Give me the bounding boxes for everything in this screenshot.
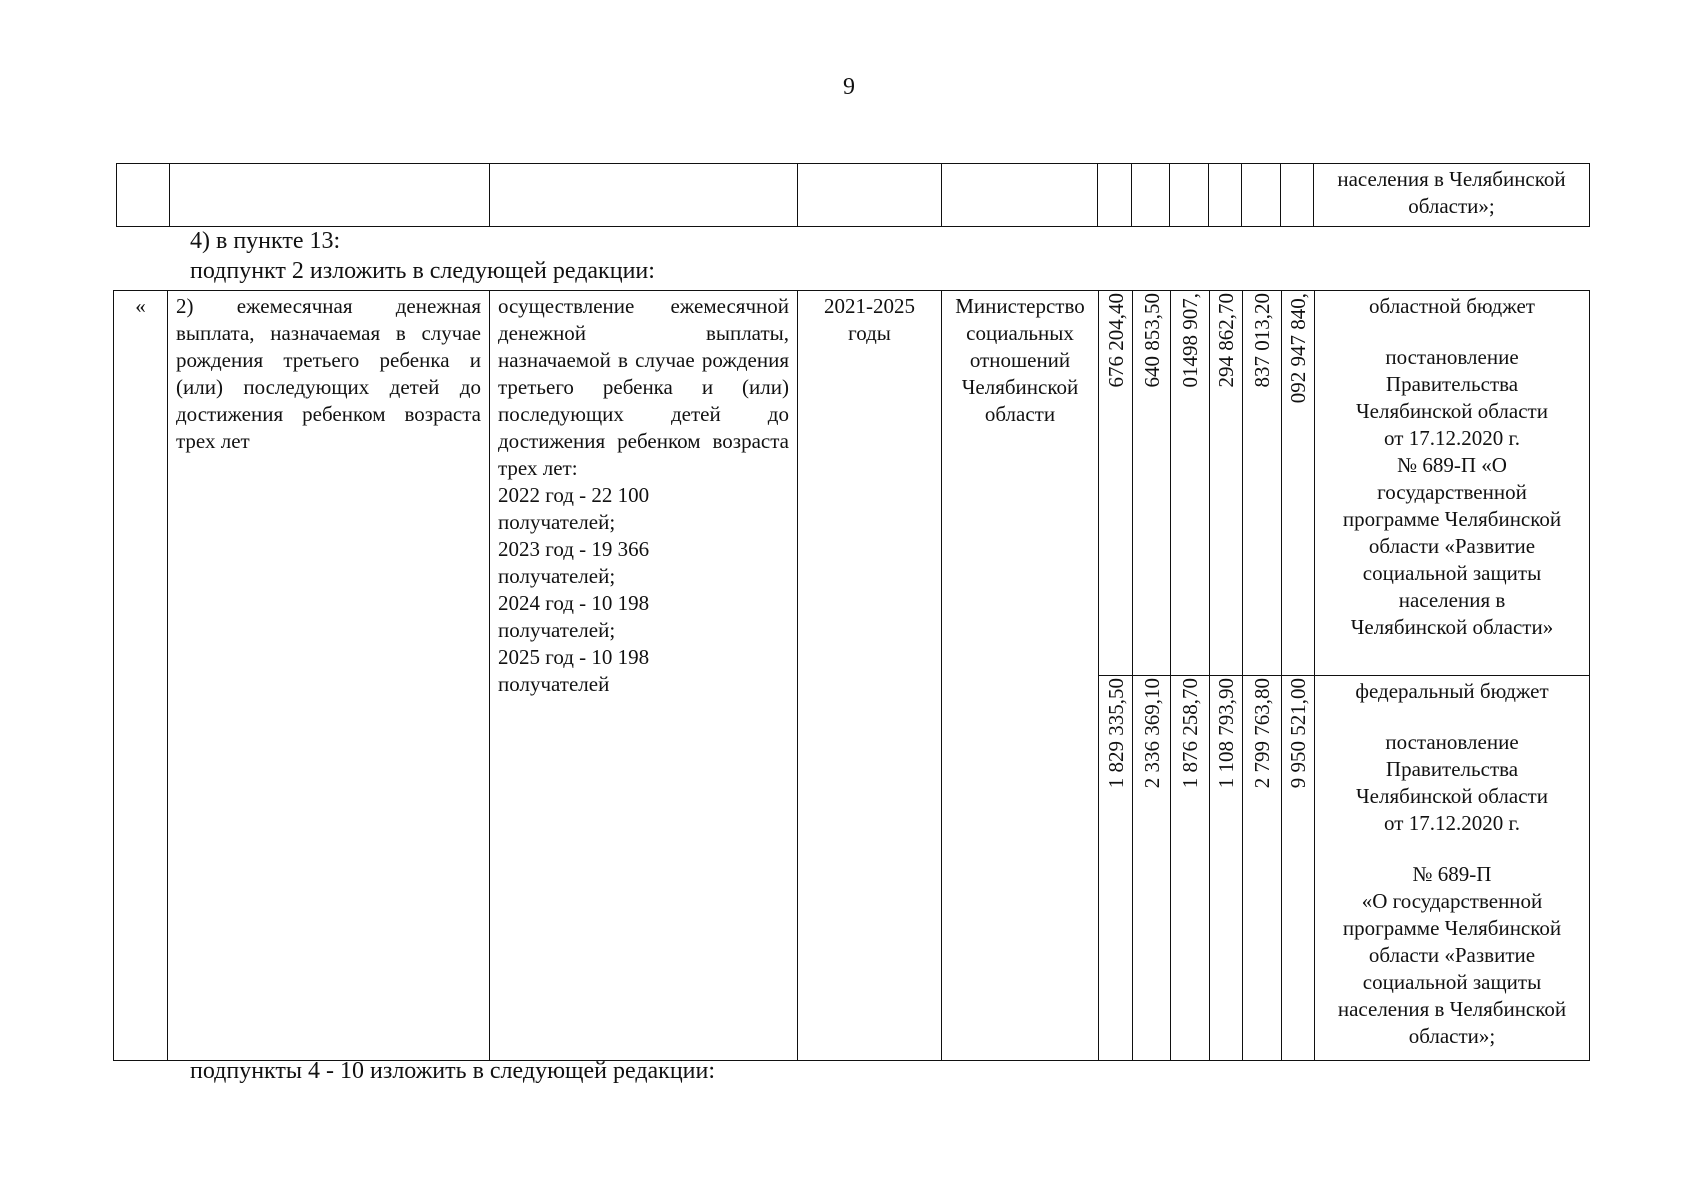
paragraph-subitems-4-10: подпункты 4 - 10 изложить в следующей редакции:: [190, 1058, 716, 1084]
cell: [798, 164, 942, 227]
regional-value: 01498 907,: [1178, 293, 1202, 388]
federal-value-cell: [1282, 676, 1315, 1061]
regional-value: 640 853,50: [1139, 293, 1164, 388]
regional-source-cell: [1315, 291, 1590, 676]
regional-source-title: областной бюджет: [1369, 294, 1535, 318]
paragraph-subitem-2: подпункт 2 изложить в следующей редакции:: [190, 258, 655, 284]
federal-value: 1 108 793,90: [1214, 678, 1238, 789]
page-number: 9: [843, 74, 855, 100]
regional-value: 092 947 840,: [1286, 293, 1310, 404]
regional-value-cell: [1099, 291, 1133, 676]
federal-value-cell: [1243, 676, 1282, 1061]
cell: [1132, 164, 1170, 227]
federal-source-title: федеральный бюджет: [1355, 679, 1549, 703]
top-table-source-cell: населения в Челябинской области»;: [1314, 164, 1590, 227]
cell: [1209, 164, 1242, 227]
period-cell: 2021-2025 годы: [798, 291, 942, 1061]
federal-value: 1 876 258,70: [1178, 678, 1202, 789]
cell: [1281, 164, 1314, 227]
cell: [490, 164, 798, 227]
regional-value-cell: [1133, 291, 1171, 676]
top-table-fragment: [116, 163, 1590, 227]
main-table: [113, 290, 1590, 1061]
regional-value-cell: [1171, 291, 1210, 676]
federal-value: 1 829 335,50: [1103, 678, 1128, 789]
cell: [1170, 164, 1209, 227]
federal-value-cell: [1171, 676, 1210, 1061]
federal-value: 2 336 369,10: [1139, 678, 1164, 789]
regional-value-cell: [1243, 291, 1282, 676]
measure-name-cell: 2) ежемесячная денежная выплата, назначаемая в случае рождения третьего ребенка и (или) последующих детей до достижения ребенком возраста трех лет: [168, 291, 490, 1061]
regional-value-cell: [1210, 291, 1243, 676]
cell: [170, 164, 490, 227]
federal-value-cell: [1133, 676, 1171, 1061]
quote-cell: «: [114, 291, 168, 1061]
recipients-text: 2022 год - 22 100 получателей; 2023 год - 19 366 получателей; 2024 год - 10 198 получателей; 2025 год - 10 198 получателей: [498, 483, 650, 696]
regional-value: 837 013,20: [1250, 293, 1274, 388]
federal-value-cell: [1210, 676, 1243, 1061]
cell: [117, 164, 170, 227]
regional-source-text: постановление Правительства Челябинской области от 17.12.2020 г. № 689-П «О государственной программе Челябинской области «Развитие социальной защиты населения в Челябинской области»: [1342, 345, 1562, 639]
federal-value: 9 950 521,00: [1286, 678, 1310, 789]
executor-cell: Министерство социальных отношений Челябинской области: [942, 291, 1099, 1061]
activity-text: осуществление ежемесячной денежной выплаты, назначаемой в случае рождения третьего ребенка и (или) последующих детей до достижения ребенком возраста трех лет:: [498, 294, 789, 480]
activity-cell: [490, 291, 798, 1061]
paragraph-item-4: 4) в пункте 13:: [190, 228, 341, 254]
cell: [1242, 164, 1281, 227]
federal-source-cell: [1315, 676, 1590, 1061]
federal-value: 2 799 763,80: [1250, 678, 1274, 789]
regional-value: 294 862,70: [1214, 293, 1238, 388]
federal-source-text-1: постановление Правительства Челябинской области от 17.12.2020 г.: [1356, 730, 1548, 835]
federal-source-text-2: № 689-П «О государственной программе Челябинской области «Развитие социальной защиты населения в Челябинской области»;: [1337, 862, 1567, 1048]
federal-value-cell: [1099, 676, 1133, 1061]
regional-value: 676 204,40: [1103, 293, 1128, 388]
cell: [942, 164, 1098, 227]
regional-value-cell: [1282, 291, 1315, 676]
cell: [1098, 164, 1132, 227]
